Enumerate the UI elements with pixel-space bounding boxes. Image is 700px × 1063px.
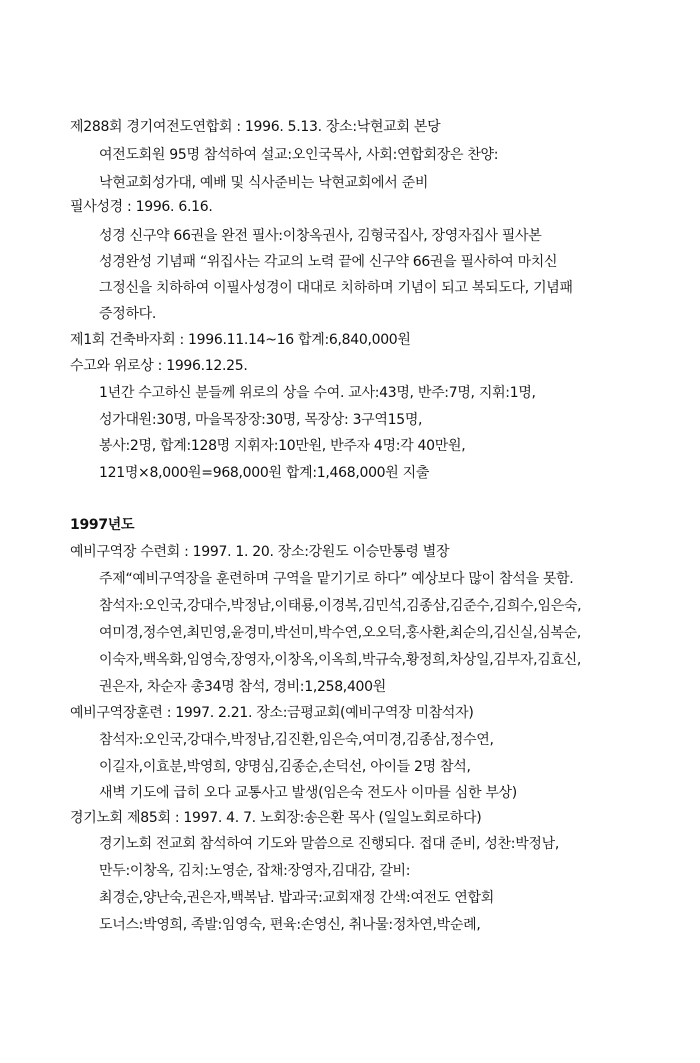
entry-detail-line: 1년간 수고하신 분들께 위로의 상을 수여. 교사:43명, 반주:7명, 지휘:1명,	[99, 385, 536, 401]
entry-detail-line: 새벽 기도에 급히 오다 교통사고 발생(임은숙 전도사 이마를 심한 부상)	[99, 785, 517, 801]
entry-detail-line: 참석자:오인국,강대수,박정남,김진환,임은숙,여미경,김종삼,정수연,	[99, 732, 494, 748]
year-heading: 1997년도	[70, 517, 135, 533]
entry-detail-line: 그정신을 치하하여 이필사성경이 대대로 치하하며 기념이 되고 복되도다, 기념패	[99, 280, 573, 296]
meeting-entry-heading: 수고와 위로상 : 1996.12.25.	[70, 358, 248, 374]
entry-detail-line: 권은자, 차순자 총34명 참석, 경비:1,258,400원	[99, 679, 386, 695]
entry-detail-line: 낙현교회성가대, 예배 및 식사준비는 낙현교회에서 준비	[99, 175, 429, 191]
meeting-entry-heading: 제1회 건축바자회 : 1996.11.14~16 합계:6,840,000원	[70, 332, 411, 348]
entry-detail-line: 참석자:오인국,강대수,박정남,이태룡,이경복,김민석,김종삼,김준수,김희수,임은숙,	[99, 598, 582, 614]
entry-detail-line: 이길자,이효분,박영희, 양명심,김종순,손덕선, 아이들 2명 참석,	[99, 759, 471, 775]
entry-detail-line: 여미경,정수연,최민영,윤경미,박선미,박수연,오오덕,홍사환,최순의,김신실,심복순,	[99, 625, 582, 641]
entry-detail-line: 봉사:2명, 합계:128명 지휘자:10만원, 반주자 4명:각 40만원,	[99, 438, 466, 454]
entry-detail-line: 성가대원:30명, 마을목장장:30명, 목장상: 3구역15명,	[99, 412, 423, 428]
entry-detail-line: 성경완성 기념패 “위집사는 각교의 노력 끝에 신구약 66권을 필사하여 마치신	[99, 254, 558, 270]
meeting-entry-heading: 예비구역장훈련 : 1997. 2.21. 장소:금평교회(예비구역장 미참석자)	[70, 705, 474, 721]
entry-detail-line: 최경순,양난숙,권은자,백복남. 밥과국:교회재정 간색:여전도 연합회	[99, 890, 494, 906]
entry-detail-line: 증정하다.	[99, 306, 157, 322]
meeting-entry-heading: 예비구역장 수련회 : 1997. 1. 20. 장소:강원도 이승만통령 별장	[70, 544, 450, 560]
entry-detail-line: 경기노회 전교회 참석하여 기도와 말씀으로 진행되다. 접대 준비, 성찬:박정남,	[99, 836, 560, 852]
meeting-entry-heading: 경기노회 제85회 : 1997. 4. 7. 노회장:송은환 목사 (일일노회로하다)	[70, 810, 482, 826]
entry-detail-line: 121명×8,000원=968,000원 합계:1,468,000원 지출	[99, 465, 430, 481]
meeting-entry-heading: 제288회 경기여전도연합회 : 1996. 5.13. 장소:낙현교회 본당	[70, 119, 441, 135]
entry-detail-line: 만두:이창옥, 김치:노영순, 잡채:장영자,김대감, 갈비:	[99, 863, 411, 879]
meeting-entry-heading: 필사성경 : 1996. 6.16.	[70, 199, 213, 215]
entry-detail-line: 이숙자,백옥화,임영숙,장영자,이창옥,이옥희,박규숙,황정희,차상일,김부자,김효신,	[99, 652, 582, 668]
entry-detail-line: 주제“예비구역장을 훈련하며 구역을 맡기기로 하다” 예상보다 많이 참석을 못함.	[99, 571, 574, 587]
entry-detail-line: 여전도회원 95명 참석하여 설교:오인국목사, 사회:연합회장은 찬양:	[99, 147, 499, 163]
entry-detail-line: 도너스:박영희, 족발:임영숙, 편육:손영신, 취나물:정차연,박순례,	[99, 917, 481, 933]
entry-detail-line: 성경 신구약 66권을 완전 필사:이창옥권사, 김형국집사, 장영자집사 필사본	[99, 228, 542, 244]
